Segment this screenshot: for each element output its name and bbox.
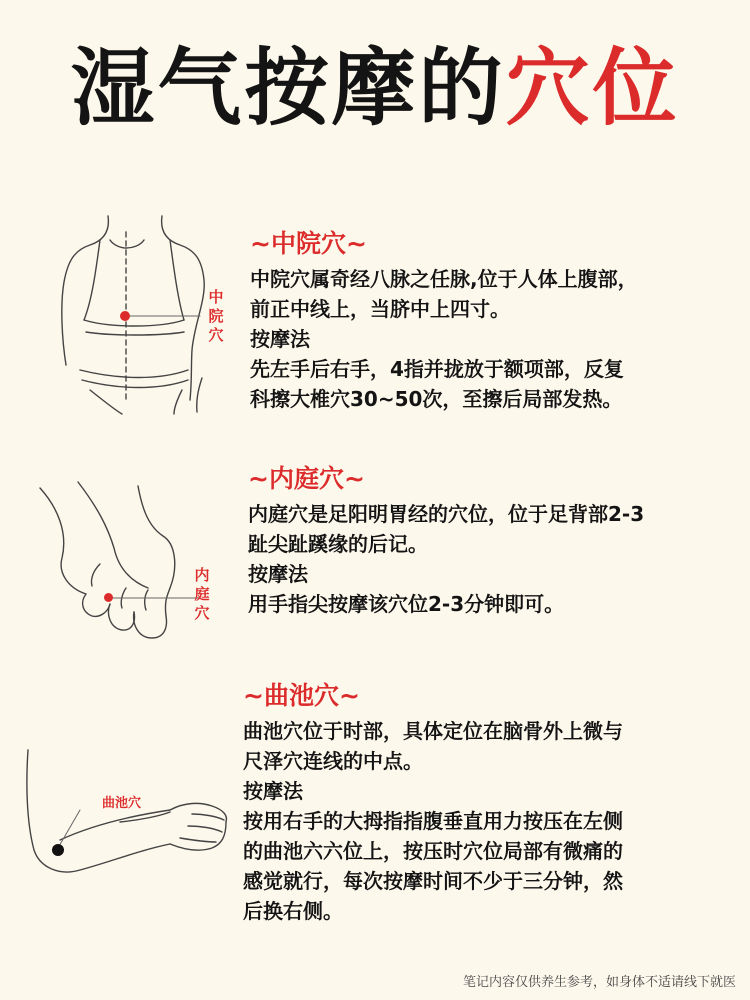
method-line: 后换右侧。 xyxy=(243,899,343,923)
description-line: 前正中线上，当脐中上四寸。 xyxy=(250,297,510,321)
acupoint-section-neiting xyxy=(248,463,644,619)
acupoint-section-quchi xyxy=(243,680,623,926)
description-line: 中院穴属奇经八脉之任脉,位于人体上腹部， xyxy=(250,267,638,291)
description-line: 内庭穴是足阳明胃经的穴位，位于足背部2-3 xyxy=(248,502,645,526)
figure-label: 内庭穴 xyxy=(194,566,210,622)
section-title: ~曲池穴~ xyxy=(243,681,360,710)
disclaimer-footer: 笔记内容仅供养生参考，如身体不适请线下就医 xyxy=(462,975,736,990)
method-heading: 按摩法 xyxy=(250,327,310,351)
torso-illustration xyxy=(50,200,255,415)
method-line: 先左手后右手，4指并拢放于额项部，反复 xyxy=(250,357,624,381)
figure-label: 中院穴 xyxy=(208,288,224,344)
description-line: 曲池穴位于时部，具体定位在脑骨外上微与 xyxy=(243,719,623,743)
title-main: 湿气按摩的 xyxy=(70,39,506,137)
arm-illustration xyxy=(20,740,235,890)
method-line: 的曲池六六位上，按压时穴位局部有微痛的 xyxy=(243,839,623,863)
acupoint-marker xyxy=(52,844,64,856)
page-title xyxy=(0,38,750,138)
figure-label: 曲池穴 xyxy=(102,796,142,811)
acupoint-marker xyxy=(120,311,130,321)
method-heading: 按摩法 xyxy=(243,779,303,803)
description-line: 趾尖趾蹊缘的后记。 xyxy=(248,532,428,556)
method-heading: 按摩法 xyxy=(248,562,308,586)
title-accent: 穴位 xyxy=(505,39,680,137)
section-title: ~内庭穴~ xyxy=(248,464,365,493)
section-title: ~中院穴~ xyxy=(250,229,367,258)
method-line: 用手指尖按摩该穴位2-3分钟即可。 xyxy=(248,592,565,616)
method-line: 感觉就行，每次按摩时间不少于三分钟，然 xyxy=(243,869,623,893)
acupoint-section-zhongwan xyxy=(250,228,638,414)
method-line: 科擦大椎穴30~50次，至擦后局部发热。 xyxy=(250,387,623,411)
acupoint-marker xyxy=(104,593,113,602)
description-line: 尺泽穴连线的中点。 xyxy=(243,749,423,773)
foot-illustration xyxy=(38,478,228,653)
method-line: 按用右手的大拇指指腹垂直用力按压在左侧 xyxy=(243,809,623,833)
